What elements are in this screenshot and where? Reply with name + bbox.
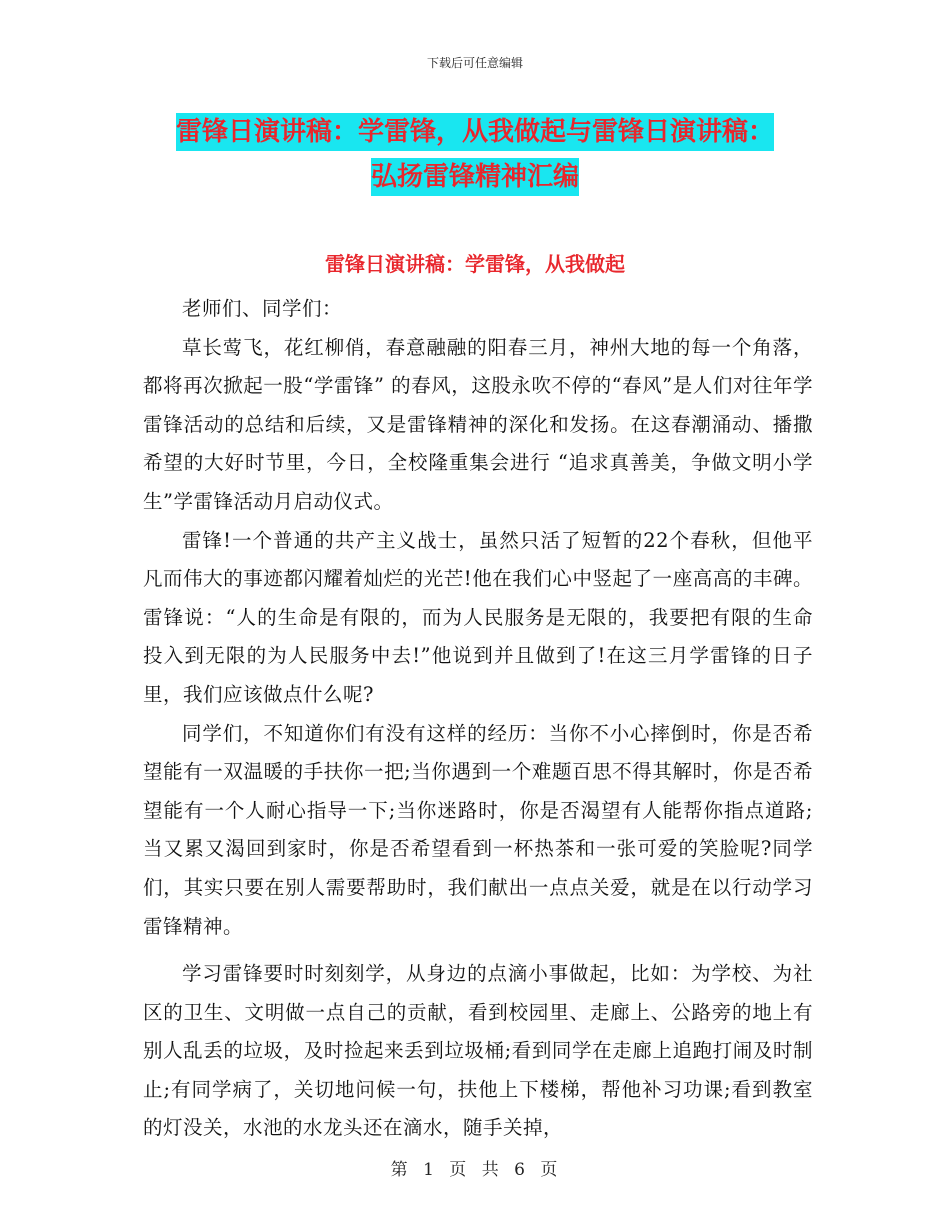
document-title xyxy=(0,110,950,200)
paragraph-daily-actions: 学习雷锋要时时刻刻学，从身边的点滴小事做起，比如：为学校、为社区的卫生、文明做一点自己的贡献，看到校园里、走廊上、公路旁的地上有别人乱丢的垃圾，及时捡起来丢到垃圾桶;看到同学在走廊上追跑打闹及时制止;有同学病了，关切地问候一句，扶他上下楼梯，帮他补习功课;看到教室的灯没关，水池的水龙头还在滴水，随手关掉， xyxy=(143,962,813,1140)
paragraph-leifeng: 雷锋!一个普通的共产主义战士，虽然只活了短暂的22个春秋，但他平凡而伟大的事迹都闪耀着灿烂的光芒!他在我们心中竖起了一座高高的丰碑。雷锋说：“人的生命是有限的，而为人民服务是无限的，我要把有限的生命投入到无限的为人民服务中去!”他说到并且做到了!在这三月学雷锋的日子里，我们应该做点什么呢? xyxy=(143,528,813,706)
section-title: 雷锋日演讲稿：学雷锋，从我做起 xyxy=(325,252,625,276)
salutation: 老师们、同学们： xyxy=(182,297,343,320)
speech-body xyxy=(143,290,813,1148)
paragraph-spring: 草长莺飞，花红柳俏，春意融融的阳春三月，神州大地的每一个角落，都将再次掀起一股“学雷锋” 的春风，这股永吹不停的“春风”是人们对往年学雷锋活动的总结和后续，又是雷锋精神的深化和发扬。在这春潮涌动、播撒希望的大好时节里，今日，全校隆重集会进行 “追求真善美，争做文明小学生”学雷锋活动月启动仪式。 xyxy=(143,335,813,513)
header-note: 下载后可任意编辑 xyxy=(426,56,523,70)
paragraph-experience: 同学们，不知道你们有没有这样的经历：当你不小心摔倒时，你是否希望能有一双温暖的手扶你一把;当你遇到一个难题百思不得其解时，你是否希望能有一个人耐心指导一下;当你迷路时，你是否渴望有人能帮你指点道路;当又累又渴回到家时，你是否希望看到一杯热茶和一张可爱的笑脸呢?同学们，其实只要在别人需要帮助时，我们献出一点点关爱，就是在以行动学习雷锋精神。 xyxy=(143,721,813,938)
document-title-line-1: 雷锋日演讲稿：学雷锋，从我做起与雷锋日演讲稿： xyxy=(176,113,774,151)
page-footer: 第 1 页 共 6 页 xyxy=(390,1160,560,1180)
document-title-line-2: 弘扬雷锋精神汇编 xyxy=(371,158,579,196)
